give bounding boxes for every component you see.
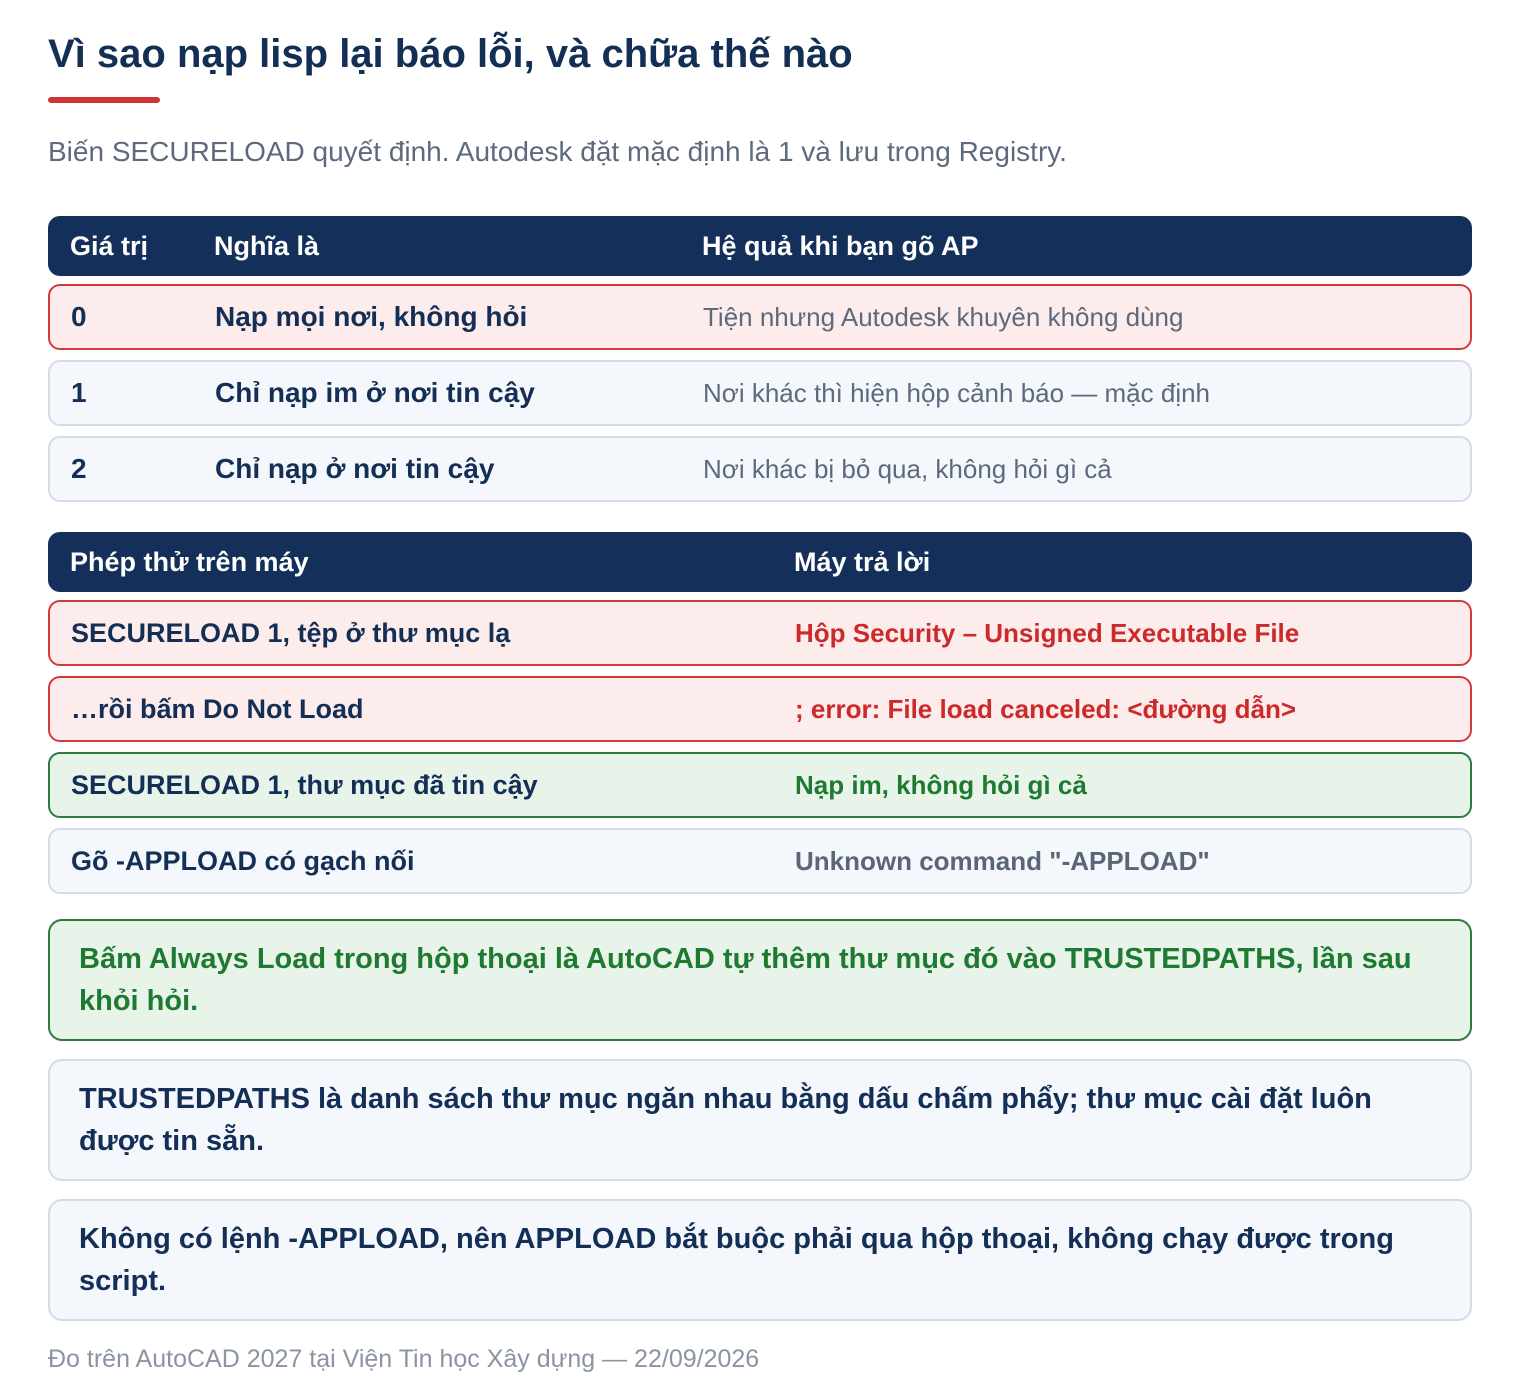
header-test: Phép thử trên máy xyxy=(70,547,309,577)
row-response: Hộp Security – Unsigned Executable File xyxy=(795,618,1300,648)
row-value: 1 xyxy=(71,377,87,408)
row-response: ; error: File load canceled: <đường dẫn> xyxy=(795,694,1297,724)
page-title: Vì sao nạp lisp lại báo lỗi, và chữa thế nào xyxy=(48,32,853,76)
row-effect: Nơi khác thì hiện hộp cảnh báo — mặc định xyxy=(703,378,1211,408)
row-value: 0 xyxy=(71,301,87,332)
header-meaning: Nghĩa là xyxy=(214,231,320,261)
header-value: Giá trị xyxy=(70,231,149,261)
row-test: …rồi bấm Do Not Load xyxy=(71,694,364,724)
note-no-appload-command: Không có lệnh -APPLOAD, nên APPLOAD bắt buộc phải qua hộp thoại, không chạy được trong script. xyxy=(48,1199,1472,1321)
row-value: 2 xyxy=(71,453,87,484)
table-row xyxy=(48,360,1472,426)
header-effect: Hệ quả khi bạn gõ AP xyxy=(702,231,979,261)
table-row xyxy=(48,436,1472,502)
table-row xyxy=(48,752,1472,818)
table-row xyxy=(48,284,1472,350)
header-response: Máy trả lời xyxy=(794,547,931,577)
note-trustedpaths: TRUSTEDPATHS là danh sách thư mục ngăn nhau bằng dấu chấm phẩy; thư mục cài đặt luôn được tin sẵn. xyxy=(48,1059,1472,1181)
page-subtitle: Biến SECURELOAD quyết định. Autodesk đặt mặc định là 1 và lưu trong Registry. xyxy=(48,136,1067,167)
row-test: SECURELOAD 1, tệp ở thư mục lạ xyxy=(71,618,511,648)
row-response: Nạp im, không hỏi gì cả xyxy=(795,770,1087,800)
table-row xyxy=(48,676,1472,742)
row-effect: Tiện nhưng Autodesk khuyên không dùng xyxy=(703,302,1184,332)
table-row xyxy=(48,600,1472,666)
tests-table-header xyxy=(48,532,1472,592)
row-test: SECURELOAD 1, thư mục đã tin cậy xyxy=(71,770,538,800)
row-meaning: Nạp mọi nơi, không hỏi xyxy=(215,301,528,332)
title-underline xyxy=(48,97,160,103)
row-effect: Nơi khác bị bỏ qua, không hỏi gì cả xyxy=(703,454,1112,484)
note-always-load: Bấm Always Load trong hộp thoại là AutoCAD tự thêm thư mục đó vào TRUSTEDPATHS, lần sau khỏi hỏi. xyxy=(48,919,1472,1041)
secureload-table-header xyxy=(48,216,1472,276)
row-meaning: Chỉ nạp ở nơi tin cậy xyxy=(215,453,495,484)
row-response: Unknown command "-APPLOAD" xyxy=(795,846,1210,876)
footer-caption: Đo trên AutoCAD 2027 tại Viện Tin học Xây dựng — 22/09/2026 xyxy=(48,1345,760,1373)
table-row xyxy=(48,828,1472,894)
row-test: Gõ -APPLOAD có gạch nối xyxy=(71,846,415,876)
row-meaning: Chỉ nạp im ở nơi tin cậy xyxy=(215,377,535,408)
